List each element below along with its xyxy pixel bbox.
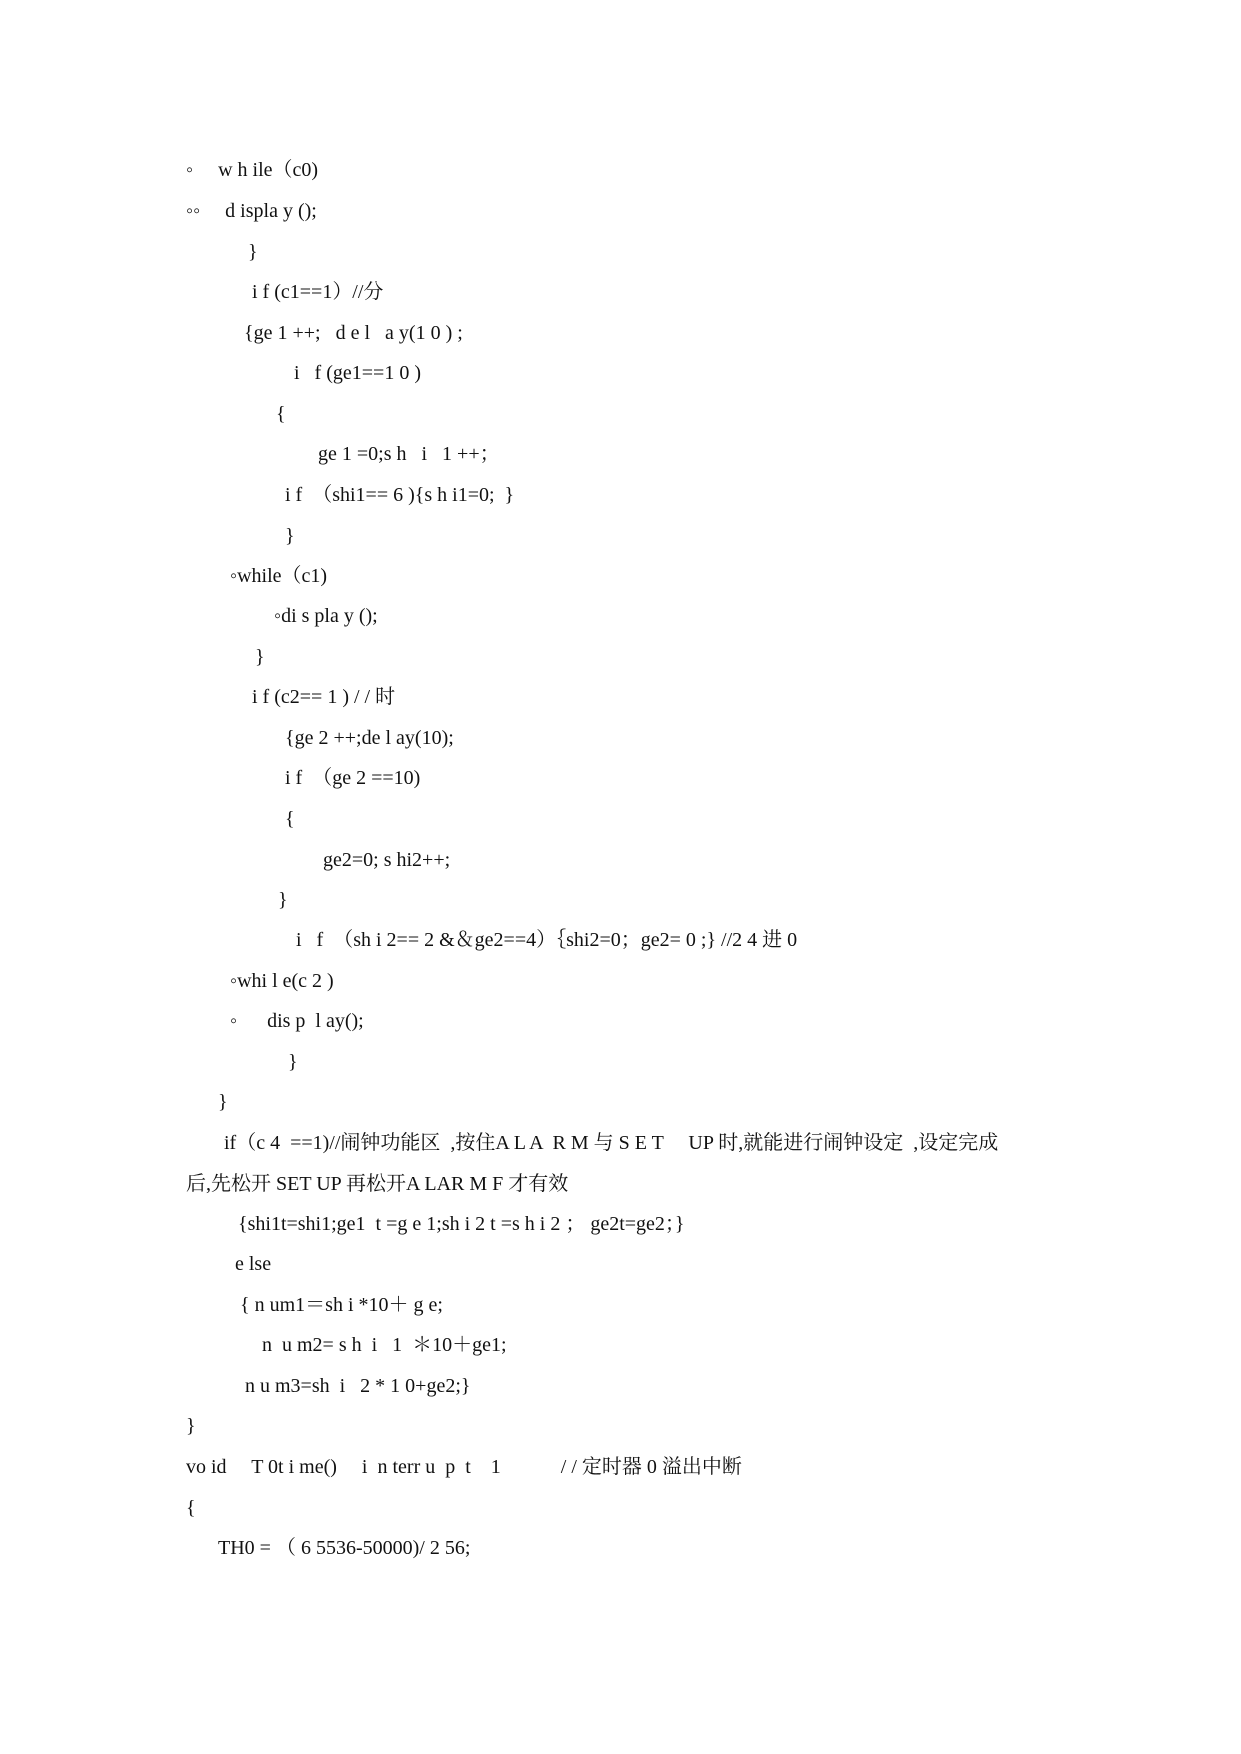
code-line: { n um1＝sh i *10＋ g e; [240, 1294, 443, 1316]
code-line: {ge 2 ++;de l ay(10); [285, 727, 454, 749]
code-line: ◦while（c1) [230, 565, 328, 587]
code-line: } [218, 1091, 228, 1113]
code-line: if（c 4 ==1)//闹钟功能区 ,按住A L A R M 与 S E T UP 时,就能进行闹钟设定 ,设定完成 [224, 1132, 999, 1154]
code-line: i f (c1==1）//分 [252, 281, 384, 303]
code-line: n u m2= s h i 1 ＊10＋ge1; [262, 1334, 507, 1356]
code-line: ◦ dis p l ay(); [230, 1010, 364, 1032]
code-line: i f (c2== 1 ) / / 时 [252, 686, 396, 708]
code-line: } [248, 241, 258, 263]
code-line: ge2=0; s hi2++; [323, 849, 451, 871]
code-line: i f （shi1== 6 ){s h i1=0; } [285, 484, 515, 506]
code-line: n u m3=sh i 2 * 1 0+ge2;} [245, 1375, 471, 1397]
code-line: {ge 1 ++; d e l a y(1 0 ) ; [244, 322, 463, 344]
code-line: ◦di s pla y (); [274, 605, 378, 627]
code-line: i f （ge 2 ==10) [285, 767, 421, 789]
code-line: ◦ w h ile（c0) [186, 159, 319, 181]
code-line: { [285, 808, 295, 830]
code-line: ◦whi l e(c 2 ) [230, 970, 334, 992]
code-line: { [276, 403, 286, 425]
code-line: ge 1 =0;s h i 1 ++； [318, 443, 500, 465]
code-line: 后,先松开 SET UP 再松开A LAR M F 才有效 [186, 1173, 569, 1195]
code-line: } [288, 1051, 298, 1073]
code-line: i f (ge1==1 0 ) [294, 362, 421, 384]
code-line: e lse [235, 1253, 272, 1275]
code-line: TH0 = （ 6 5536-50000)/ 2 56; [218, 1537, 471, 1559]
code-line: } [186, 1415, 196, 1437]
code-line: {shi1t=shi1;ge1 t =g e 1;sh i 2 t =s h i 2 ； ge2t=ge2；} [238, 1213, 685, 1235]
code-line: } [255, 646, 265, 668]
code-line: { [186, 1497, 196, 1519]
code-line: } [285, 525, 295, 547]
code-line: } [278, 889, 288, 911]
code-line: vo id T 0t i me() i n terr u p t 1 / / 定时器 0 溢出中断 [186, 1456, 742, 1478]
code-line: i f （sh i 2== 2 &＆ge2==4）｛shi2=0；ge2= 0 ;} //2 4 进 0 [296, 929, 798, 951]
code-line: ◦◦ d ispla y (); [186, 200, 317, 222]
